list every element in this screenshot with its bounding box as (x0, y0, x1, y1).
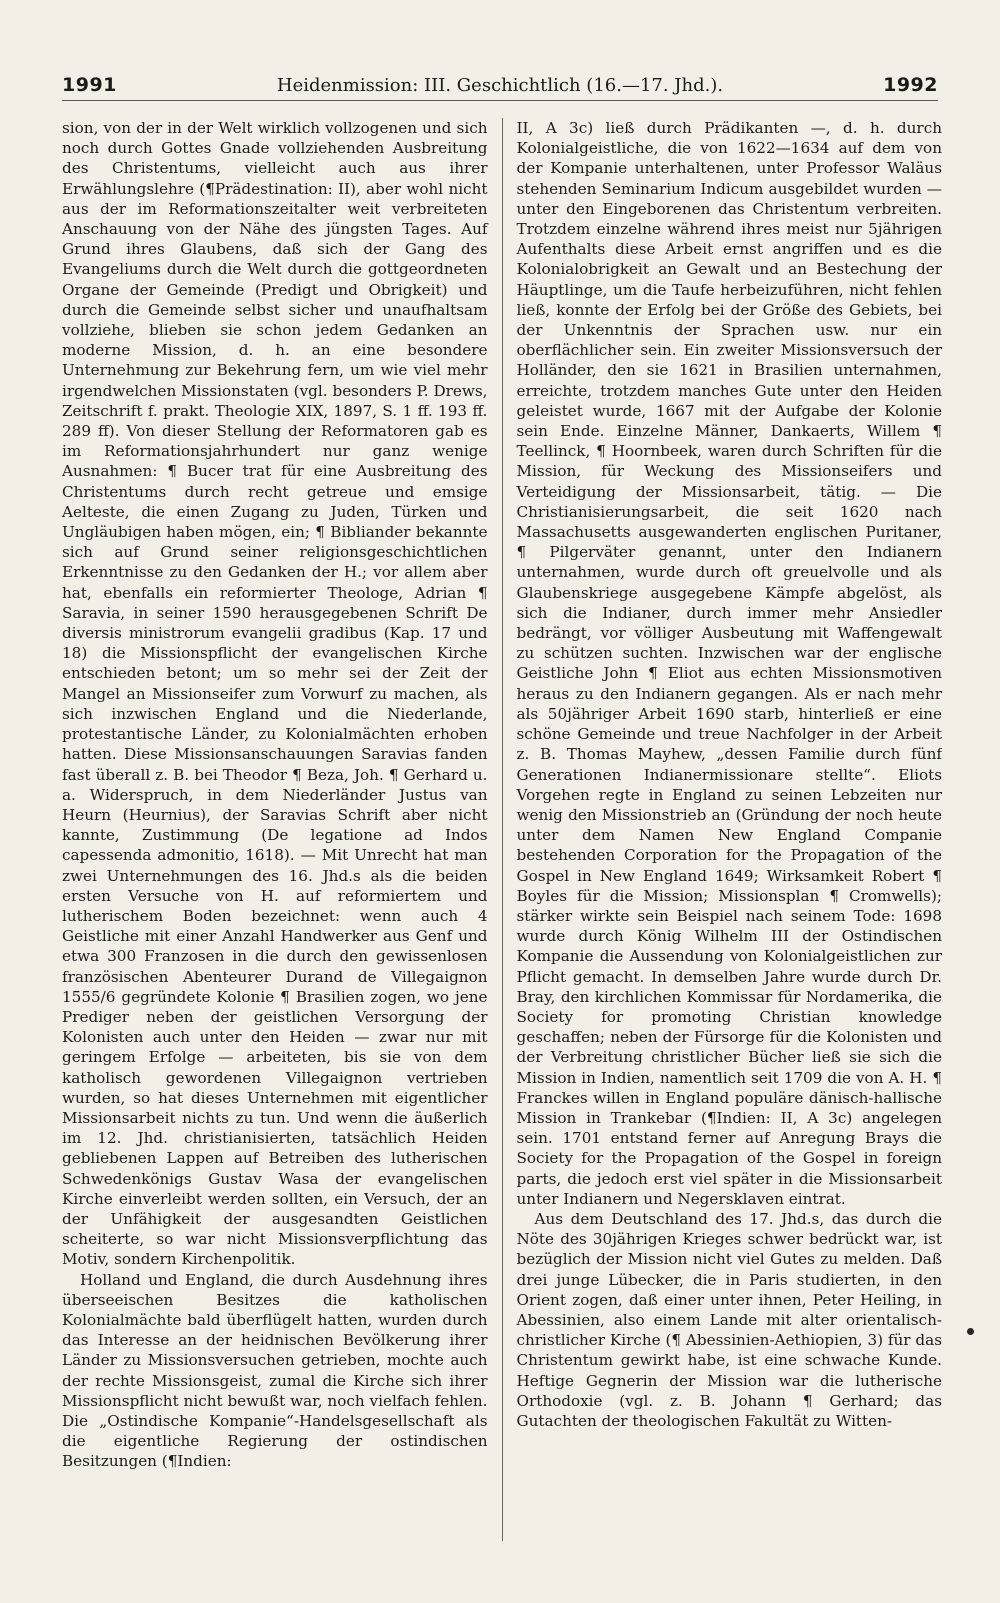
margin-dot (967, 1328, 974, 1335)
left-column (62, 118, 502, 1541)
right-paragraph-2: Aus dem Deutschland des 17. Jhd.s, das durch die Nöte des 30jährigen Krieges schwer bedrückt war, ist bezüglich der Mission nicht viel Gutes zu melden. Daß drei junge Lübecker, die in Paris studierten, in den Orient zogen, daß einer unter ihnen, Peter Heiling, in Abessinien, also einem Lande mit alter orientalisch-christlicher Kirche (¶ Abessinien-Aethiopien, 3) für das Christentum gewirkt habe, ist eine schwache Kunde. Heftige Gegnerin der Mission war die lutherische Orthodoxie (vgl. z. B. Johann ¶ Gerhard; das Gutachten der theologischen Fakultät zu Witten- (516, 1209, 942, 1430)
page-header (62, 70, 938, 101)
running-title: Heidenmission: III. Geschichtlich (16.—17. Jhd.). (276, 75, 724, 96)
left-paragraph-2: Holland und England, die durch Ausdehnung ihres überseeischen Besitzes die katholischen Kolonialmächte bald überflügelt hatten, wurden durch das Interesse an der heidnischen Bevölkerung ihrer Länder zu Missionsversuchen getrieben, mochte auch der rechte Missionsgeist, zumal die Kirche sich ihrer Missionspflicht nicht bewußt war, noch vielfach fehlen. Die „Ostindische Kompanie“-Handelsgesellschaft als die eigentliche Regierung der ostindischen Besitzungen (¶Indien: (62, 1270, 488, 1471)
right-column (502, 118, 943, 1541)
page-number-right: 1992 (883, 74, 938, 96)
page-number-left: 1991 (62, 74, 117, 96)
text-columns (62, 118, 942, 1541)
left-paragraph-1: sion, von der in der Welt wirklich vollzogenen und sich noch durch Gottes Gnade vollziehenden Ausbreitung des Christentums, vielleicht auch aus ihrer Erwählungslehre (¶Prädestination: II), aber wohl nicht aus der im Reformationszeitalter weit verbreiteten Anschauung von der Nähe des jüngsten Tages. Auf Grund ihres Glaubens, daß sich der Gang des Evangeliums durch die Welt durch die gottgeordneten Organe der Gemeinde (Predigt und Obrigkeit) und durch die Gemeinde selbst sicher und unaufhaltsam vollziehe, blieben sie schon jedem Gedanken an moderne Mission, d. h. an eine besondere Unternehmung zur Bekehrung fern, um wie viel mehr irgendwelchen Missionstaten (vgl. besonders P. Drews, Zeitschrift f. prakt. Theologie XIX, 1897, S. 1 ff. 193 ff. 289 ff). Von dieser Stellung der Reformatoren gab es im Reformationsjahrhundert nur ganz wenige Ausnahmen: ¶ Bucer trat für eine Ausbreitung des Christentums durch recht getreue und emsige Aelteste, die einen Zugang zu Juden, Türken und Ungläubigen haben mögen, ein; ¶ Bibliander bekannte sich auf Grund seiner religionsgeschichtlichen Erkenntnisse zu den Gedanken der H.; vor allem aber hat, ebenfalls ein reformierter Theologe, Adrian ¶ Saravia, in seiner 1590 herausgegebenen Schrift De diversis ministrorum evangelii gradibus (Kap. 17 und 18) die Missionspflicht der evangelischen Kirche entschieden betont; um so mehr sei der Zeit der Mangel an Missionseifer zum Vorwurf zu machen, als sich inzwischen England und die Niederlande, protestantische Länder, zu Kolonialmächten erhoben hatten. Diese Missionsanschauungen Saravias fanden fast überall z. B. bei Theodor ¶ Beza, Joh. ¶ Gerhard u. a. Widerspruch, in dem Niederländer Justus van Heurn (Heurnius), der Saravias Schrift aber nicht kannte, Zustimmung (De legatione ad Indos capessenda admonitio, 1618). — Mit Unrecht hat man zwei Unternehmungen des 16. Jhd.s als die beiden ersten Versuche von H. auf reformiertem und lutherischem Boden bezeichnet: wenn auch 4 Geistliche mit einer Anzahl Handwerker aus Genf und etwa 300 Franzosen in die durch den gewissenlosen französischen Abenteurer Durand de Villegaignon 1555/6 gegründete Kolonie ¶ Brasilien zogen, wo jene Prediger neben der geistlichen Versorgung der Kolonisten auch unter den Heiden — zwar nur mit geringem Erfolge — arbeiteten, bis sie von dem katholisch gewordenen Villegaignon vertrieben wurden, so hat dieses Unternehmen mit eigentlicher Missionsarbeit nichts zu tun. Und wenn die äußerlich im 12. Jhd. christianisierten, tatsächlich Heiden gebliebenen Lappen auf Betreiben des lutherischen Schwedenkönigs Gustav Wasa der evangelischen Kirche einverleibt werden sollten, ein Versuch, der an der Unfähigkeit der ausgesandten Geistlichen scheiterte, so war nicht Missionsverpflichtung das Motiv, sondern Kirchenpolitik. (62, 119, 488, 1269)
right-paragraph-1: II, A 3c) ließ durch Prädikanten —, d. h. durch Kolonialgeistliche, die von 1622—1634 auf dem von der Kompanie unterhaltenen, unter Professor Waläus stehenden Seminarium Indicum ausgebildet wurden — unter den Eingeborenen das Christentum verbreiten. Trotzdem einzelne während ihres meist nur 5jährigen Aufenthalts diese Arbeit ernst angriffen und es die Kolonialobrigkeit an Gewalt und an Bestechung der Häuptlinge, um die Taufe herbeizuführen, nicht fehlen ließ, konnte der Erfolg bei der Größe des Gebiets, bei der Unkenntnis der Sprachen usw. nur ein oberflächlicher sein. Ein zweiter Missionsversuch der Holländer, den sie 1621 in Brasilien unternahmen, erreichte, trotzdem manches Gute unter den Heiden geleistet wurde, 1667 mit der Aufgabe der Kolonie sein Ende. Einzelne Männer, Dankaerts, Willem ¶ Teellinck, ¶ Hoornbeek, waren durch Schriften für die Mission, für Weckung des Missionseifers und Verteidigung der Missionsarbeit, tätig. — Die Christianisierungsarbeit, die seit 1620 nach Massachusetts ausgewanderten englischen Puritaner, ¶ Pilgerväter genannt, unter den Indianern unternahmen, wurde durch oft greuelvolle und als Glaubenskriege ausgegebene Kämpfe abgelöst, als sich die Indianer, durch immer mehr Ansiedler bedrängt, vor völliger Ausbeutung mit Waffengewalt zu schützen suchten. Inzwischen war der englische Geistliche John ¶ Eliot aus echten Missionsmotiven heraus zu den Indianern gegangen. Als er nach mehr als 50jähriger Arbeit 1690 starb, hinterließ er eine schöne Gemeinde und treue Nachfolger in der Arbeit z. B. Thomas Mayhew, „dessen Familie durch fünf Generationen Indianermissionare stellte“. Eliots Vorgehen regte in England zu seinen Lebzeiten nur wenig den Missionstrieb an (Gründung der noch heute unter dem Namen New England Companie bestehenden Corporation for the Propagation of the Gospel in New England 1649; Wirksamkeit Robert ¶ Boyles für die Mission; Missionsplan ¶ Cromwells); stärker wirkte sein Beispiel nach seinem Tode: 1698 wurde durch König Wilhelm III der Ostindischen Kompanie die Aussendung von Kolonialgeistlichen zur Pflicht gemacht. In demselben Jahre wurde durch Dr. Bray, den kirchlichen Kommissar für Nordamerika, die Society for promoting Christian knowledge geschaffen; neben der Fürsorge für die Kolonisten und der Verbreitung christlicher Bücher ließ sie sich die Mission in Indien, namentlich seit 1709 die von A. H. ¶ Franckes willen in England populäre dänisch-hallische Mission in Trankebar (¶Indien: II, A 3c) angelegen sein. 1701 entstand ferner auf Anregung Brays die Society for the Propagation of the Gospel in foreign parts, die jedoch erst viel später in die Missionsarbeit unter Indianern und Negersklaven eintrat. (516, 119, 942, 1208)
